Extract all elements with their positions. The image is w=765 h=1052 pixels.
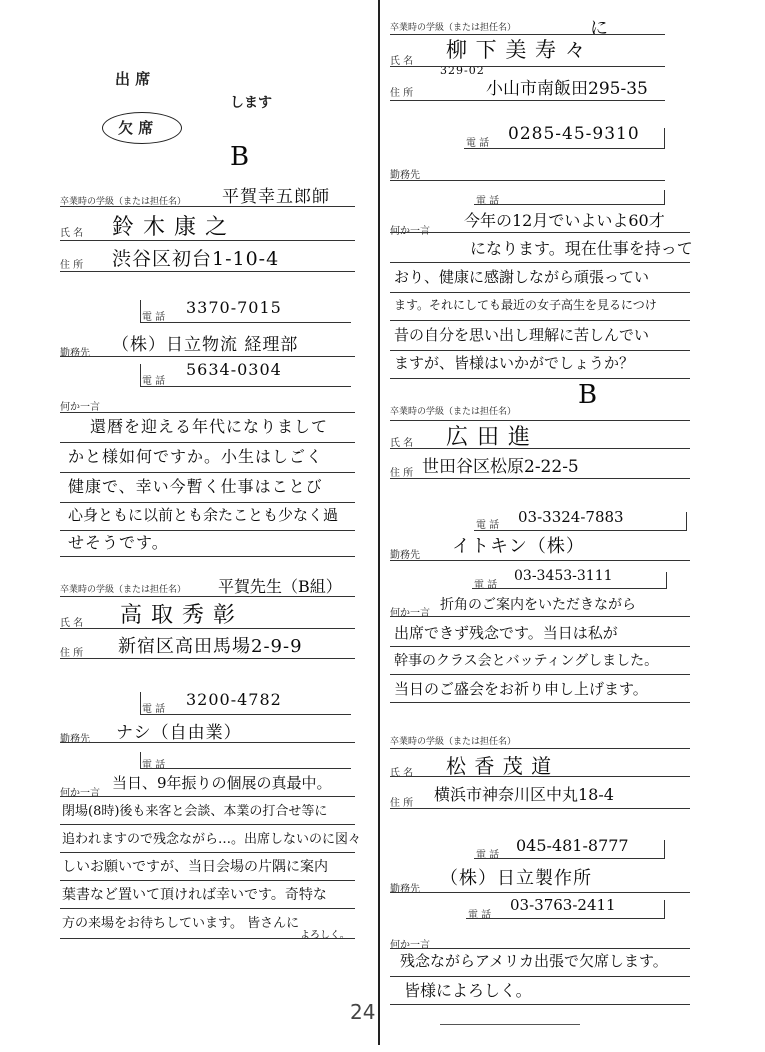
- absent-label: 欠 席: [118, 119, 154, 137]
- rule: [60, 472, 355, 473]
- grade-label: 卒業時の学級（または担任名）: [390, 737, 517, 747]
- phone-value: 0285-45-9310: [508, 124, 640, 144]
- message-line: おり、健康に感謝しながら頑張ってい: [394, 268, 650, 286]
- rule: [390, 808, 690, 809]
- phone-label: 電 話: [142, 704, 166, 715]
- message-line: かと様如何ですか。小生はしごく: [68, 447, 324, 466]
- grade-label: 卒業時の学級（または担任名）: [60, 197, 187, 207]
- work-phone-label: 電 話: [474, 580, 498, 591]
- rule: [60, 938, 355, 939]
- rule: [390, 448, 690, 449]
- rule: [390, 976, 690, 977]
- rule: [390, 378, 690, 379]
- rule: [60, 502, 355, 503]
- rule: [60, 742, 355, 743]
- phone-label: 電 話: [142, 312, 166, 323]
- phone-value: 3370-7015: [186, 298, 282, 317]
- phone-bracket: [140, 752, 351, 769]
- name-label: 氏 名: [390, 768, 414, 779]
- rule: [60, 412, 355, 413]
- grade-mark: B: [578, 380, 599, 410]
- address-label: 住 所: [60, 260, 84, 271]
- rule: [390, 892, 690, 893]
- message-line: 当日のご盛会をお祈り申し上げます。: [394, 680, 648, 698]
- rule: [390, 948, 690, 949]
- work-phone-label: 電 話: [476, 196, 500, 207]
- message-label: 何か一言: [390, 940, 430, 951]
- workplace-label: 勤務先: [390, 170, 420, 181]
- workplace-value: ナシ（自由業）: [116, 723, 242, 743]
- rule: [390, 420, 690, 421]
- workplace-value: （株）日立製作所: [440, 868, 592, 889]
- phone-label: 電 話: [476, 520, 500, 531]
- phone-value: 03-3324-7883: [518, 508, 624, 526]
- column-divider: [378, 0, 380, 1045]
- rule: [390, 262, 690, 263]
- message-line: 残念ながらアメリカ出張で欠席します。: [400, 952, 668, 970]
- address-value: 世田谷区松原2-22-5: [422, 457, 579, 477]
- message-label: 何か一言: [390, 608, 430, 619]
- address-value: 小山市南飯田295-35: [486, 79, 648, 99]
- message-line: 還暦を迎える年代になりまして: [90, 417, 329, 436]
- workplace-value: （株）日立物流 経理部: [112, 335, 299, 355]
- message-line: 当日、9年振りの個展の真最中。: [112, 774, 332, 792]
- rule: [390, 702, 690, 703]
- address-value: 新宿区高田馬場2-9-9: [118, 636, 303, 657]
- workplace-label: 勤務先: [60, 734, 90, 745]
- rule: [390, 350, 690, 351]
- rule: [390, 232, 690, 233]
- page-number: 24: [350, 1000, 376, 1024]
- message-line: 幹事のクラス会とバッティングしました。: [394, 653, 659, 669]
- phone-bracket: [140, 692, 351, 715]
- rule: [60, 796, 355, 797]
- rule: [60, 628, 355, 629]
- rule: [390, 646, 690, 647]
- person-name: 柳 下 美 寿 々: [446, 38, 587, 62]
- message-label: 何か一言: [390, 226, 430, 237]
- phone-bracket: [466, 900, 665, 919]
- message-line: 健康で、幸い今暫く仕事はことび: [68, 477, 323, 496]
- phone-bracket: [140, 300, 351, 323]
- person-name: 松 香 茂 道: [446, 754, 553, 778]
- rule: [390, 776, 690, 777]
- phone-bracket: [474, 512, 687, 531]
- rule: [60, 356, 355, 357]
- work-phone-label: 電 話: [142, 760, 166, 771]
- message-label: 何か一言: [60, 788, 100, 799]
- rule: [60, 240, 355, 241]
- suffix-label: します: [230, 95, 272, 111]
- person-name: 広 田 進: [446, 425, 531, 450]
- rule: [60, 271, 355, 272]
- rule: [60, 556, 355, 557]
- rule: [390, 478, 690, 479]
- work-phone-value: 03-3763-2411: [510, 896, 616, 914]
- rule: [390, 674, 690, 675]
- work-phone-label: 電 話: [468, 910, 492, 921]
- address-value: 横浜市神奈川区中丸18-4: [434, 785, 614, 804]
- name-label: 氏 名: [390, 438, 414, 449]
- phone-label: 電 話: [466, 138, 490, 149]
- work-phone-label: 電 話: [142, 376, 166, 387]
- grade-label: 卒業時の学級（または担任名）: [390, 407, 517, 417]
- rule: [390, 748, 690, 749]
- message-line: になります。現在仕事を持って: [470, 239, 693, 258]
- message-line: 昔の自分を思い出し理解に苦しんでい: [394, 326, 650, 344]
- rule: [390, 180, 665, 181]
- postal-code: 329-02: [440, 64, 485, 77]
- rule: [390, 616, 690, 617]
- address-label: 住 所: [390, 798, 414, 809]
- workplace-label: 勤務先: [390, 550, 420, 561]
- grade-label: 卒業時の学級（または担任名）: [60, 585, 187, 595]
- rule: [390, 560, 690, 561]
- top-right-mark: に: [590, 18, 609, 39]
- phone-bracket: [474, 190, 665, 205]
- message-line: 追われますので残念ながら…。出席しないのに図々: [62, 832, 362, 847]
- rule: [60, 442, 355, 443]
- address-label: 住 所: [390, 468, 414, 479]
- teacher-name: 平賀先生（B組）: [218, 577, 342, 596]
- phone-bracket: [474, 840, 665, 859]
- attend-label: 出 席: [115, 70, 151, 88]
- rule: [60, 908, 355, 909]
- rule: [390, 66, 665, 67]
- workplace-label: 勤務先: [60, 348, 90, 359]
- name-label: 氏 名: [60, 228, 84, 239]
- message-line: 皆様によろしく。: [404, 981, 532, 1000]
- person-name: 鈴 木 康 之: [112, 215, 228, 240]
- message-line: 方の来場をお待ちしています。 皆さんに: [62, 916, 300, 931]
- workplace-value: イトキン（株）: [452, 536, 585, 557]
- message-line: せそうです。: [68, 533, 169, 552]
- address-value: 渋谷区初台1-10-4: [112, 248, 280, 270]
- rule: [60, 824, 355, 825]
- message-line: よろしく。: [300, 930, 350, 941]
- message-line: 心身ともに以前とも余たことも少なく過: [68, 506, 339, 524]
- grade-mark: B: [230, 142, 251, 172]
- work-phone-value: 03-3453-3111: [514, 568, 613, 584]
- message-label: 何か一言: [60, 402, 100, 413]
- rule: [60, 206, 355, 207]
- phone-value: 3200-4782: [186, 690, 282, 709]
- message-line: 出席できず残念です。当日は私が: [394, 624, 618, 642]
- rule: [60, 596, 355, 597]
- rule: [390, 100, 665, 101]
- phone-value: 045-481-8777: [516, 836, 629, 855]
- address-label: 住 所: [60, 648, 84, 659]
- message-line: 閉場(8時)後も来客と会談、本業の打合せ等に: [62, 804, 328, 819]
- rule: [390, 320, 690, 321]
- address-label: 住 所: [390, 88, 414, 99]
- phone-bracket: [464, 128, 665, 149]
- teacher-name: 平賀幸五郎師: [222, 187, 330, 207]
- grade-label: 卒業時の学級（または担任名）: [390, 23, 517, 33]
- phone-bracket: [472, 572, 667, 589]
- phone-bracket: [140, 364, 351, 387]
- rule: [60, 880, 355, 881]
- message-line: 葉書など置いて頂ければ幸いです。奇特な: [62, 887, 327, 903]
- message-line: しいお願いですが、当日会場の片隅に案内: [62, 859, 328, 875]
- message-line: ます。それにしても最近の女子高生を見るにつけ: [394, 298, 657, 312]
- person-name: 高 取 秀 彰: [120, 603, 236, 628]
- name-label: 氏 名: [390, 56, 414, 67]
- message-line: 今年の12月でいよいよ60才: [464, 211, 665, 230]
- phone-label: 電 話: [476, 850, 500, 861]
- footer-rule: [440, 1024, 580, 1025]
- name-label: 氏 名: [60, 618, 84, 629]
- message-line: ますが、皆様はいかがでしょうか？: [394, 354, 635, 372]
- rule: [60, 658, 355, 659]
- work-phone-value: 5634-0304: [186, 360, 282, 379]
- rule: [390, 1004, 690, 1005]
- rule: [60, 852, 355, 853]
- rule: [390, 292, 690, 293]
- workplace-label: 勤務先: [390, 884, 420, 895]
- message-line: 折角のご案内をいただきながら: [440, 597, 636, 613]
